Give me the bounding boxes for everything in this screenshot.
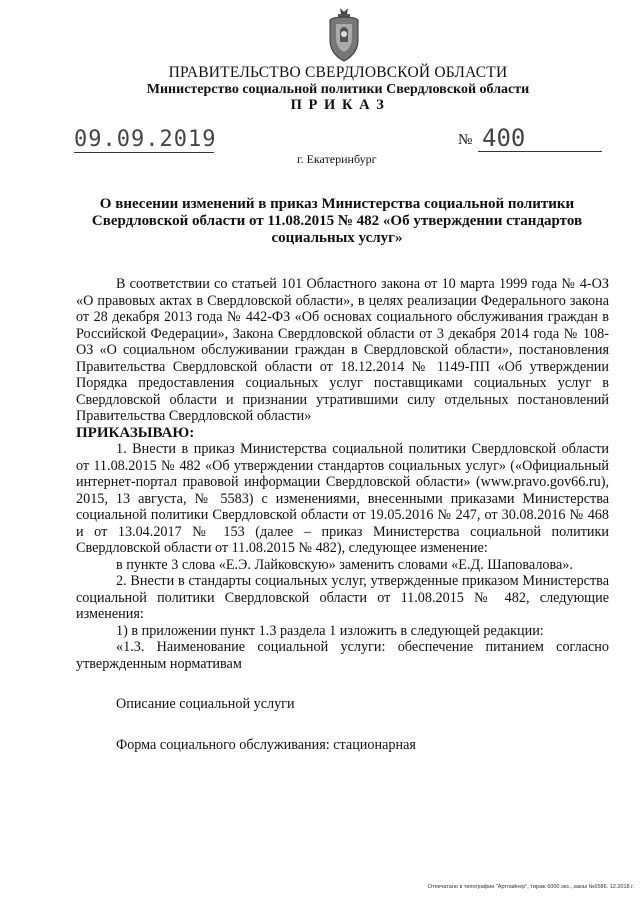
document-body [76,276,609,753]
item-1-change: в пункте 3 слова «Е.Э. Лайковскую» заменить словами «Е.Д. Шаповалова». [116,556,573,573]
order-date: 09.09.2019 [74,127,217,152]
item-2-paragraph: 2. Внести в стандарты социальных услуг, утвержденные приказом Министерства социальной политики Свердловской области от 11.08.2015 № 482, следующие изменения: [76,573,609,622]
service-description-label: Описание социальной услуги [116,696,295,712]
government-name: ПРАВИТЕЛЬСТВО СВЕРДЛОВСКОЙ ОБЛАСТИ [168,64,508,81]
number-underline [478,151,602,152]
order-word: ПРИКАЗЫВАЮ: [76,424,195,441]
preamble-paragraph: В соответствии со статьей 101 Областного закона от 10 марта 1999 года № 4-ОЗ «О правовых актах в Свердловской области», в целях реализации Федерального закона от 28 декабря 2013 года № 442-ФЗ «Об основах социального обслуживания граждан в Российской Федерации», Закона Свердловской области от 3 декабря 2014 года № 108-ОЗ «О социальном обслуживании граждан в Свердловской области», постановления Правительства Свердловской области от 18.12.2014 № 1149-ПП «Об утверждении Порядка предоставления социальных услуг поставщиками социальных услуг в Свердловской области и признании утратившими силу отдельных постановлений Правительства Свердловской области» [76,276,609,424]
document-title: О внесении изменений в приказ Министерства социальной политики Свердловской области от 11.08.2015 № 482 «Об утверждении стандартов социальных услуг» [91,196,583,246]
printer-footer: Отпечатано в типографии "Артлайнер", тираж 6000 экз., заказ №6586. 12.2018 г. [427,884,634,890]
item-2-subitem-1: 1) в приложении пункт 1.3 раздела 1 изложить в следующей редакции: [116,622,544,639]
document-type: П Р И К А З [290,97,386,113]
ministry-name: Министерство социальной политики Свердловской области [146,82,530,97]
service-form-line: Форма социального обслуживания: стационарная [116,736,416,753]
spacer [76,672,609,696]
date-underline [74,152,214,153]
coat-of-arms-emblem [326,6,362,62]
city: г. Екатеринбург [297,152,377,166]
order-number: 400 [482,124,526,152]
spacer [76,713,609,737]
number-label: № [458,132,473,148]
item-2-quote: «1.3. Наименование социальной услуги: обеспечение питанием согласно утвержденным нормативам [76,639,609,672]
item-1-paragraph: 1. Внести в приказ Министерства социальной политики Свердловской области от 11.08.2015 № 482 «Об утверждении стандартов социальных услуг» («Официальный интернет-портал правовой информации Свердловской области» (www.pravo.gov66.ru), 2015, 13 августа, № 5583) с изменениями, внесенными приказами Министерства социальной политики Свердловской области от 19.05.2016 № 247, от 30.08.2016 № 468 и от 13.04.2017 № 153 (далее – приказ Министерства социальной политики Свердловской области от 11.08.2015 № 482), следующее изменение: [76,441,609,556]
